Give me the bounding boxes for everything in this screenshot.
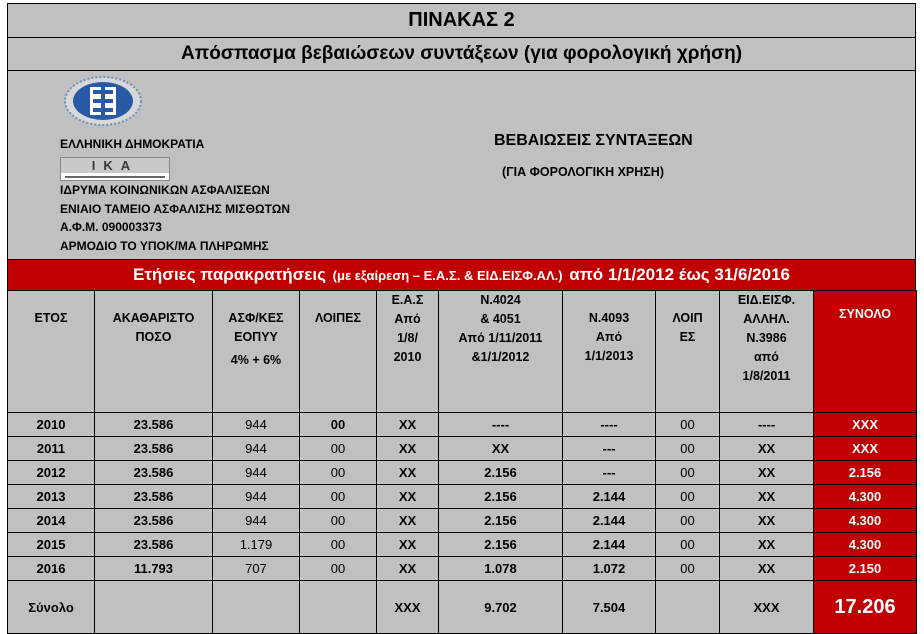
table-cell: 23.586 — [95, 413, 213, 437]
table-cell: ΧΧ — [720, 437, 814, 461]
table-cell: 00 — [656, 485, 720, 509]
table-cell: 11.793 — [95, 557, 213, 581]
table-cell: ΧΧ — [377, 557, 439, 581]
table-cell: ΧΧ — [377, 509, 439, 533]
table-cell: 23.586 — [95, 437, 213, 461]
total-cell — [95, 581, 213, 634]
table-cell: 4.300 — [814, 485, 917, 509]
total-cell: 17.206 — [814, 581, 917, 634]
table-cell: ΧΧ — [377, 533, 439, 557]
table-cell: ---- — [720, 413, 814, 437]
column-header — [377, 291, 439, 413]
table-cell: 23.586 — [95, 533, 213, 557]
column-header-line: ΕΤΟΣ — [34, 311, 68, 325]
table-cell: 944 — [213, 413, 300, 437]
column-header-line: &1/1/2012 — [471, 350, 530, 364]
table-cell: 00 — [300, 413, 377, 437]
column-header-line: 1/8/2011 — [742, 369, 791, 383]
column-header-line: 4% + 6% — [230, 353, 282, 367]
certificates-title: ΒΕΒΑΙΩΣΕΙΣ ΣΥΝΤΑΞΕΩΝ — [494, 132, 693, 149]
table-cell: ΧΧ — [720, 509, 814, 533]
table-cell: 00 — [300, 509, 377, 533]
banner-text-1: Ετήσιες παρακρατήσεις — [133, 265, 326, 284]
table-row — [8, 461, 917, 485]
table-cell: 2012 — [8, 461, 95, 485]
org-line-2: ΕΝΙΑΙΟ ΤΑΜΕΙΟ ΑΣΦΑΛΙΣΗΣ ΜΙΣΘΩΤΩΝ — [60, 202, 291, 216]
table-cell: ΧΧ — [377, 461, 439, 485]
table-cell: 2.144 — [563, 533, 656, 557]
banner-text-2: (με εξαίρεση – Ε.Α.Σ. & ΕΙΔ.ΕΙΣΦ.ΑΛ.) — [332, 267, 563, 283]
table-cell: 4.300 — [814, 533, 917, 557]
table-cell: 2.144 — [563, 485, 656, 509]
column-header — [95, 291, 213, 413]
certificates-subtitle: (ΓΙΑ ΦΟΡΟΛΟΓΙΚΗ ΧΡΗΣΗ) — [502, 165, 664, 179]
column-header — [563, 291, 656, 413]
column-header-line: ΠΟΣΟ — [135, 330, 172, 344]
table-cell: 944 — [213, 437, 300, 461]
table-row — [8, 509, 917, 533]
table-cell: ΧΧΧ — [814, 413, 917, 437]
column-header-line: 2010 — [393, 350, 422, 364]
ika-logo-text: ΙΚΑ — [61, 158, 169, 173]
table-cell: --- — [563, 437, 656, 461]
table-cell: 00 — [300, 437, 377, 461]
column-header — [656, 291, 720, 413]
table-cell: 2015 — [8, 533, 95, 557]
table-row — [8, 557, 917, 581]
table-cell: ΧΧ — [720, 533, 814, 557]
table-cell: ΧΧ — [377, 437, 439, 461]
table-cell: 2011 — [8, 437, 95, 461]
column-header-line: ΛΟΙΠ — [672, 311, 703, 325]
table-cell: ΧΧ — [377, 413, 439, 437]
table-cell: 00 — [656, 413, 720, 437]
column-header-line: ΕΟΠΥΥ — [234, 330, 278, 344]
column-header-line: ΑΣΦ/ΚΕΣ — [228, 311, 284, 325]
table-cell: 00 — [300, 533, 377, 557]
table-cell: 00 — [656, 509, 720, 533]
column-header-line: Ν.4093 — [588, 311, 630, 325]
table-cell: 944 — [213, 509, 300, 533]
table-cell: 00 — [300, 557, 377, 581]
table-cell: 2013 — [8, 485, 95, 509]
total-cell — [300, 581, 377, 634]
table-row — [8, 437, 917, 461]
table-cell: 1.072 — [563, 557, 656, 581]
table-cell: 1.078 — [439, 557, 563, 581]
table-cell: ΧΧ — [720, 485, 814, 509]
column-header-line: Από 1/11/2011 — [458, 331, 543, 345]
column-header-line: Από — [394, 312, 421, 326]
table-row — [8, 485, 917, 509]
total-row — [8, 581, 917, 634]
greek-emblem-icon — [63, 75, 143, 127]
document-subtitle: Απόσπασμα βεβαιώσεων συντάξεων (για φορολογική χρήση) — [7, 37, 916, 70]
column-header-line: Από — [595, 330, 623, 344]
table-cell: 00 — [656, 437, 720, 461]
department-label: ΑΡΜΟΔΙΟ ΤΟ ΥΠΟΚ/ΜΑ ΠΛΗΡΩΜΗΣ — [60, 239, 269, 253]
country-label: ΕΛΛΗΝΙΚΗ ΔΗΜΟΚΡΑΤΙΑ — [60, 137, 205, 151]
table-row — [8, 533, 917, 557]
total-cell: 7.504 — [563, 581, 656, 634]
table-cell: 23.586 — [95, 461, 213, 485]
column-header-line: Ε.Α.Σ — [391, 293, 424, 307]
table-cell: 2.144 — [563, 509, 656, 533]
column-header — [300, 291, 377, 413]
table-cell: 00 — [656, 557, 720, 581]
total-cell — [213, 581, 300, 634]
table-cell: 00 — [656, 461, 720, 485]
column-header-line: Ν.3986 — [746, 331, 787, 345]
withholdings-banner — [7, 259, 916, 290]
total-cell: 9.702 — [439, 581, 563, 634]
column-header-line: ΣΥΝΟΛΟ — [839, 307, 891, 321]
table-cell: 707 — [213, 557, 300, 581]
column-header-line: ΑΛΛΗΛ. — [743, 312, 790, 326]
table-cell: ΧΧ — [720, 461, 814, 485]
table-cell: 944 — [213, 485, 300, 509]
total-cell: ΧΧΧ — [377, 581, 439, 634]
pension-document — [7, 3, 916, 634]
table-cell: 00 — [300, 485, 377, 509]
column-header — [720, 291, 814, 413]
table-cell: 23.586 — [95, 509, 213, 533]
column-header-line: ΛΟΙΠΕΣ — [314, 311, 362, 325]
table-cell: ΧΧΧ — [814, 437, 917, 461]
table-cell: 2.156 — [439, 533, 563, 557]
table-cell: ΧΧ — [377, 485, 439, 509]
table-cell: 2010 — [8, 413, 95, 437]
ika-logo — [60, 157, 170, 181]
table-cell: ---- — [439, 413, 563, 437]
column-header-line: από — [754, 350, 779, 364]
column-header — [8, 291, 95, 413]
withholdings-table — [7, 290, 917, 634]
column-header — [814, 291, 917, 413]
column-header-line: 1/8/ — [397, 331, 418, 345]
table-cell: ΧΧ — [720, 557, 814, 581]
column-header — [439, 291, 563, 413]
table-cell: 2014 — [8, 509, 95, 533]
table-cell: 2.156 — [439, 461, 563, 485]
table-cell: 2.150 — [814, 557, 917, 581]
column-header-line: & 4051 — [480, 312, 521, 326]
table-cell: --- — [563, 461, 656, 485]
column-header-line: ΕΙΔ.ΕΙΣΦ. — [737, 293, 796, 307]
table-cell: 23.586 — [95, 485, 213, 509]
table-cell: 1.179 — [213, 533, 300, 557]
column-header-line: 1/1/2013 — [584, 349, 634, 363]
column-header — [213, 291, 300, 413]
table-title: ΠΙΝΑΚΑΣ 2 — [7, 3, 916, 37]
table-cell: ---- — [563, 413, 656, 437]
letterhead — [7, 70, 916, 259]
column-header-line: ΑΚΑΘΑΡΙΣΤΟ — [112, 311, 195, 325]
table-cell: ΧΧ — [439, 437, 563, 461]
table-cell: 2016 — [8, 557, 95, 581]
column-header-line: ΕΣ — [679, 330, 696, 344]
banner-text-3: από 1/1/2012 έως 31/6/2016 — [569, 265, 790, 284]
table-cell: 4.300 — [814, 509, 917, 533]
table-cell: 944 — [213, 461, 300, 485]
table-cell: 00 — [300, 461, 377, 485]
table-header-row — [8, 291, 917, 413]
afm-label: Α.Φ.Μ. 090003373 — [60, 220, 162, 234]
table-cell: 00 — [656, 533, 720, 557]
total-cell: Σύνολο — [8, 581, 95, 634]
table-cell: 2.156 — [439, 509, 563, 533]
table-cell: 2.156 — [814, 461, 917, 485]
org-line-1: ΙΔΡΥΜΑ ΚΟΙΝΩΝΙΚΩΝ ΑΣΦΑΛΙΣΕΩΝ — [60, 183, 270, 197]
table-cell: 2.156 — [439, 485, 563, 509]
column-header-line: Ν.4024 — [480, 293, 521, 307]
total-cell: ΧΧΧ — [720, 581, 814, 634]
total-cell — [656, 581, 720, 634]
table-row — [8, 413, 917, 437]
